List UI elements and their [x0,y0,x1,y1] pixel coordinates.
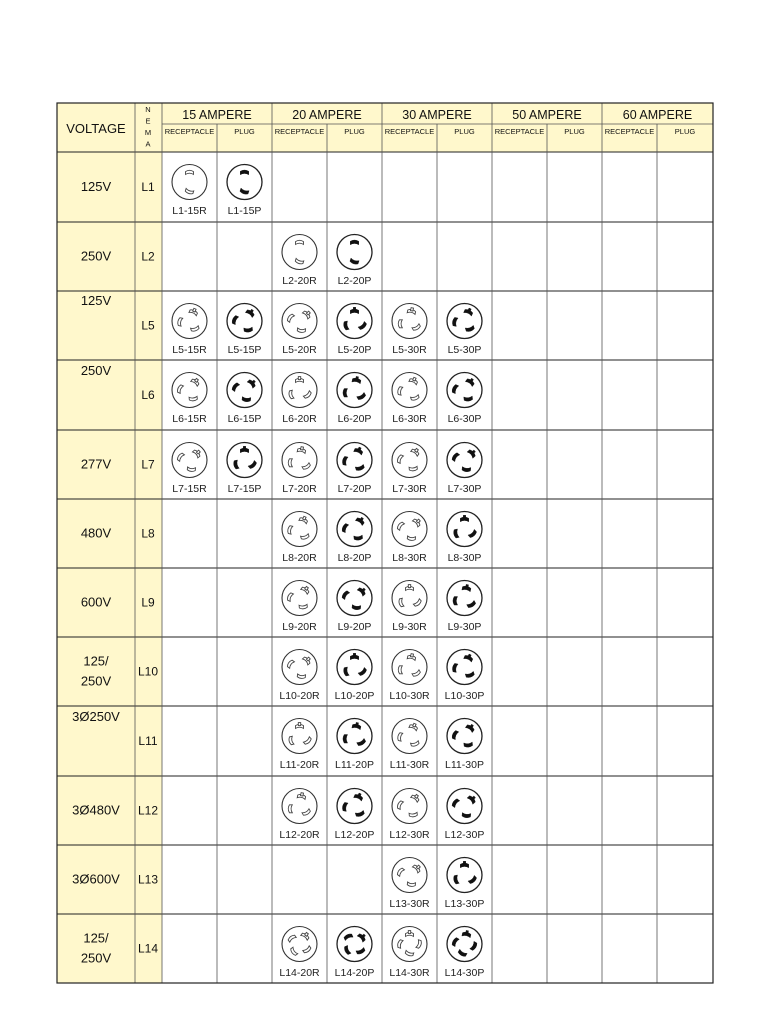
connector-label: L11-30P [445,759,484,771]
voltage-label: 250V [80,673,112,689]
plug-diagram-icon [227,373,262,408]
receptacle-diagram-icon [392,373,427,408]
hook-shape [411,654,414,657]
receptacle-diagram-icon [282,304,317,339]
amp-group-header: 15 AMPERE [182,108,252,122]
plug-subheader: PLUG [674,127,696,136]
connector-label: L8-20P [337,552,372,564]
connector-label: L7-30P [447,483,482,495]
plug-diagram-icon [447,789,482,824]
hook-shape [353,653,355,656]
nema-code: L7 [141,457,155,472]
connector-label: L11-30R [389,759,430,771]
hook-shape [466,584,469,587]
plug-diagram-icon [337,443,372,478]
plug-diagram-icon [337,789,372,824]
connector-label: L10-20P [334,690,375,702]
plug-subheader: PLUG [454,127,475,136]
plug-subheader: PLUG [564,127,585,136]
receptacle-diagram-icon [392,512,427,547]
connector-label: L14-20R [279,967,320,979]
connector-label: L9-20P [337,621,372,633]
connector-ring [337,443,372,478]
voltage-label: 3Ø250V [72,709,120,724]
connector-ring [447,650,482,685]
connector-label: L10-20R [279,690,320,702]
hook-shape [298,723,300,726]
receptacle-subheader: RECEPTACLE [494,127,545,136]
connector-label: L8-30P [447,552,482,564]
receptacle-diagram-icon [392,927,427,962]
connector-label: L11-20P [335,759,374,771]
connector-label: L5-20R [282,344,317,356]
connector-label: L1-15P [227,205,262,217]
receptacle-diagram-icon [282,512,317,547]
connector-label: L7-20P [337,483,372,495]
connector-label: L14-30P [444,967,485,979]
connector-ring [227,165,262,200]
voltage-label: 250V [80,363,112,378]
plug-diagram-icon [337,719,372,754]
amp-group-header: 50 AMPERE [512,108,582,122]
hook-shape [413,723,416,727]
voltage-label: 125/ [83,930,109,946]
connector-label: L2-20P [337,275,372,287]
connector-label: L12-30R [389,829,430,841]
receptacle-diagram-icon [282,927,317,962]
hook-shape [298,377,300,380]
connector-ring [282,512,317,547]
hook-shape [411,308,414,311]
connector-label: L10-30P [444,690,485,702]
connector-label: L5-20P [337,344,372,356]
connector-ring [337,719,372,754]
receptacle-diagram-icon [172,304,207,339]
connector-label: L14-30R [389,967,430,979]
receptacle-diagram-icon [392,789,427,824]
connector-ring [447,304,482,339]
connector-label: L7-15P [227,483,262,495]
plug-diagram-icon [447,581,482,616]
nema-code: L13 [137,872,159,887]
receptacle-diagram-icon [392,719,427,754]
connector-label: L6-15P [227,413,262,425]
connector-label: L12-30P [444,829,485,841]
hook-shape [356,376,359,379]
voltage-label: 600V [80,594,112,610]
nema-header-letter: N [145,105,151,114]
receptacle-diagram-icon [392,650,427,685]
connector-label: L5-15R [172,344,207,356]
hook-shape [303,516,306,520]
nema-header-letter: A [145,139,151,149]
connector-label: L7-30R [392,483,427,495]
plug-subheader: PLUG [234,127,255,136]
receptacle-diagram-icon [172,443,207,478]
connector-label: L5-15P [227,344,262,356]
connector-label: L13-30R [389,898,430,910]
connector-label: L8-20R [282,552,317,564]
voltage-label: 277V [80,456,112,472]
connector-label: L5-30R [392,344,427,356]
connector-ring [337,789,372,824]
plug-diagram-icon [447,443,482,478]
hook-shape [353,307,355,310]
connector-label: L8-30R [392,552,427,564]
connector-label: L6-20R [282,413,317,425]
nema-code: L2 [141,249,155,264]
nema-code: L8 [141,526,155,541]
plug-diagram-icon [447,512,482,547]
voltage-label: 125V [80,293,112,308]
receptacle-subheader: RECEPTACLE [164,127,215,136]
nema-code: L14 [137,941,159,956]
hook-shape [463,515,465,518]
nema-code: L9 [141,595,155,610]
connector-ring [282,443,317,478]
connector-label: L10-30R [389,690,430,702]
voltage-label: 250V [80,248,112,264]
receptacle-diagram-icon [282,719,317,754]
voltage-label: 250V [80,950,112,966]
plug-diagram-icon [447,858,482,893]
plug-diagram-icon [227,165,262,200]
plug-diagram-icon [337,650,372,685]
voltage-label: 3Ø480V [72,802,120,818]
connector-ring [337,927,372,962]
plug-diagram-icon [337,235,372,270]
amp-group-header: 60 AMPERE [622,108,693,122]
receptacle-diagram-icon [282,650,317,685]
connector-label: L6-30R [392,413,427,425]
hook-shape [408,931,410,934]
connector-label: L9-30R [392,621,427,633]
plug-diagram-icon [447,373,482,408]
connector-label: L6-30P [447,413,482,425]
plug-diagram-icon [227,304,262,339]
nema-code: L11 [138,734,158,748]
connector-label: L7-15R [172,483,207,495]
connector-ring [392,650,427,685]
hook-shape [301,447,304,450]
connector-ring [172,304,207,339]
connector-label: L9-20R [282,621,317,633]
connector-label: L13-30P [444,898,485,910]
hook-shape [413,377,416,381]
hook-shape [193,308,196,312]
plug-diagram-icon [447,304,482,339]
plug-diagram-icon [447,650,482,685]
connector-label: L12-20R [279,829,320,841]
amp-group-header: 30 AMPERE [402,108,472,122]
connector-label: L2-20R [282,275,317,287]
connector-ring [392,373,427,408]
plug-subheader: PLUG [344,127,365,136]
connector-ring [282,235,317,270]
receptacle-subheader: RECEPTACLE [274,127,325,136]
nema-header-letter: E [145,116,151,126]
connector-ring [447,581,482,616]
receptacle-diagram-icon [282,581,317,616]
connector-label: L6-20P [337,413,372,425]
receptacle-diagram-icon [282,235,317,270]
amp-group-header: 20 AMPERE [292,108,362,122]
nema-code: L10 [137,664,159,679]
nema-header-letter: M [144,128,152,137]
plug-diagram-icon [337,927,372,962]
plug-diagram-icon [337,512,372,547]
plug-diagram-icon [447,719,482,754]
plug-diagram-icon [227,443,262,478]
nema-code: L12 [137,803,159,818]
receptacle-diagram-icon [282,789,317,824]
connector-ring [392,719,427,754]
hook-shape [408,585,410,588]
nema-code: L5 [141,318,155,333]
receptacle-diagram-icon [392,443,427,478]
nema-code: L1 [141,180,155,194]
plug-diagram-icon [337,304,372,339]
connector-label: L9-30P [447,621,482,633]
connector-label: L12-20P [334,829,375,841]
voltage-label: 125V [80,179,112,194]
receptacle-diagram-icon [392,858,427,893]
hook-shape [466,930,469,933]
receptacle-diagram-icon [172,165,207,200]
connector-ring [392,304,427,339]
connector-ring [282,927,317,962]
plug-diagram-icon [447,927,482,962]
connector-label: L11-20R [279,759,320,771]
connector-label: L14-20P [334,967,375,979]
receptacle-diagram-icon [282,373,317,408]
voltage-label: 3Ø600V [72,871,120,887]
connector-ring [337,373,372,408]
hook-shape [301,793,304,796]
connector-label: L1-15R [172,205,207,217]
hook-shape [243,446,245,449]
voltage-label: 480V [80,525,112,541]
connector-ring [337,235,372,270]
hook-shape [356,722,359,725]
receptacle-subheader: RECEPTACLE [604,127,655,136]
connector-label: L7-20R [282,483,317,495]
plug-diagram-icon [337,581,372,616]
nema-code: L6 [141,388,155,402]
voltage-label: 125/ [83,653,109,669]
connector-label: L6-15R [172,413,207,425]
connector-ring [172,165,207,200]
receptacle-subheader: RECEPTACLE [384,127,435,136]
hook-shape [463,861,465,864]
connector-ring [282,789,317,824]
voltage-header: VOLTAGE [66,121,126,136]
receptacle-diagram-icon [172,373,207,408]
receptacle-diagram-icon [392,581,427,616]
receptacle-diagram-icon [392,304,427,339]
receptacle-diagram-icon [282,443,317,478]
plug-diagram-icon [337,373,372,408]
connector-label: L5-30P [447,344,482,356]
